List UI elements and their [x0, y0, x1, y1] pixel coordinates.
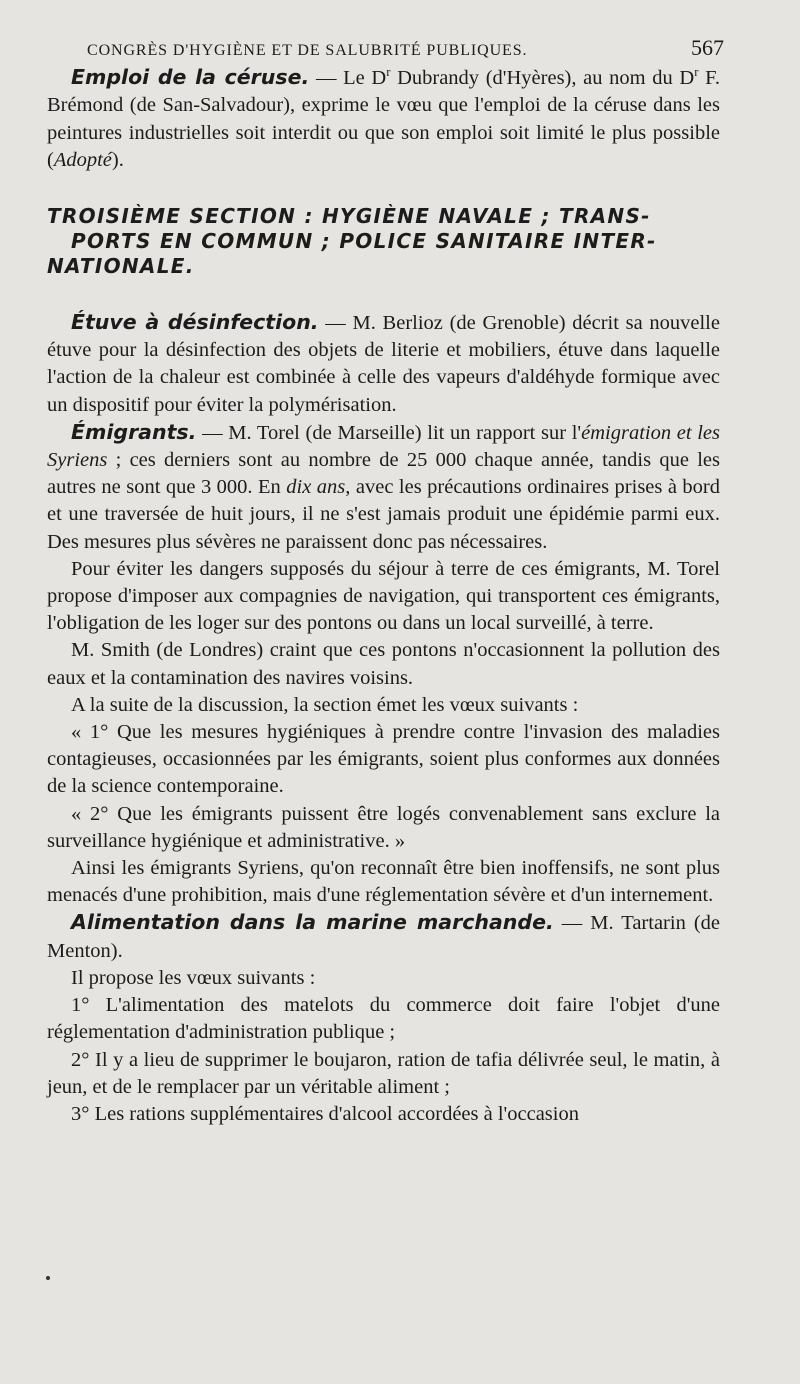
paragraph-heading: Emploi de la céruse. [71, 65, 310, 90]
running-header [87, 34, 724, 64]
paragraph-etuve: Étuve à désinfection. — M. Berlioz (de Grenoble) décrit sa nouvelle étuve pour la désinfection des objets de literie et mobiliers, étuve dans laquelle l'action de la chaleur est combinée à celle des vapeurs d'aldéhyde formique avec un dispositif pour éviter la polymérisation. [47, 310, 720, 416]
page-number: 567 [691, 35, 724, 60]
paragraph-item-1: 1° L'alimentation des matelots du commerce doit faire l'objet d'une réglementation d'administration publique ; [47, 994, 720, 1044]
paragraph-ceruse: Emploi de la céruse. — Le $D^r$ Dubrandy (d'Hyères), au nom du $D^r$ F. Brémond (de San-Salvadour), exprime le vœu que l'emploi de la céruse dans les peintures industrielles soit interdit ou que son emploi soit limité le plus possible (Adopté). [47, 65, 720, 171]
paragraph-discussion: A la suite de la discussion, la section émet les vœux suivants : [71, 693, 579, 716]
paragraph-torel-proposal: Pour éviter les dangers supposés du séjour à terre de ces émigrants, M. Torel propose d'imposer aux compagnies de navigation, qui transportent ces émigrants, l'obligation de les loger sur des pontons ou dans un local surveillé, à terre. [47, 557, 720, 635]
section-title: TROISIÈME SECTION : HYGIÈNE NAVALE ; TRANS- PORTS EN COMMUN ; POLICE SANITAIRE INTER- NATIONALE. [47, 204, 657, 279]
paragraph-propose: Il propose les vœux suivants : [71, 966, 316, 989]
paragraph-item-3: 3° Les rations supplémentaires d'alcool accordées à l'occasion [71, 1102, 579, 1125]
paragraph-alimentation: Alimentation dans la marine marchande. — M. Tartarin (de Menton). [47, 910, 720, 962]
paragraph-smith: M. Smith (de Londres) craint que ces pontons n'occasionnent la pollution des eaux et la contamination des navires voisins. [47, 639, 720, 689]
paragraph-heading: Étuve à désinfection. [71, 310, 319, 335]
paragraph-item-2: 2° Il y a lieu de supprimer le boujaron, ration de tafia délivrée seul, le matin, à jeun, et de le remplacer par un véritable aliment ; [47, 1048, 720, 1098]
running-title: CONGRÈS D'HYGIÈNE ET DE SALUBRITÉ PUBLIQUES. [87, 42, 528, 59]
paragraph-syriens: Ainsi les émigrants Syriens, qu'on reconnaît être bien inoffensifs, ne sont plus menacés d'une prohibition, mais d'une réglementation sévère et d'un internement. [47, 857, 720, 907]
paragraph-voeu-1: « 1° Que les mesures hygiéniques à prendre contre l'invasion des maladies contagieuses, occasionnées par les émigrants, soient plus conformes aux données de la science contemporaine. [47, 721, 720, 798]
paragraph-voeu-2: « 2° Que les émigrants puissent être logés convenablement sans exclure la surveillance hygiénique et administrative. » [47, 802, 720, 852]
ink-speck [46, 1276, 50, 1280]
paragraph-emigrants: Émigrants. — M. Torel (de Marseille) lit un rapport sur l'émigration et les Syriens ; ces derniers sont au nombre de 25 000 chaque année, tandis que les autres ne sont que 3 000. En dix ans, avec les précautions ordinaires prises à bord et une traversée de huit jours, il ne s'est jamais produit une épidémie parmi eux. Des mesures plus sévères ne paraissent donc pas nécessaires. [47, 419, 720, 553]
paragraph-heading: Alimentation dans la marine marchande. [71, 910, 554, 935]
paragraph-heading: Émigrants. [71, 419, 197, 444]
